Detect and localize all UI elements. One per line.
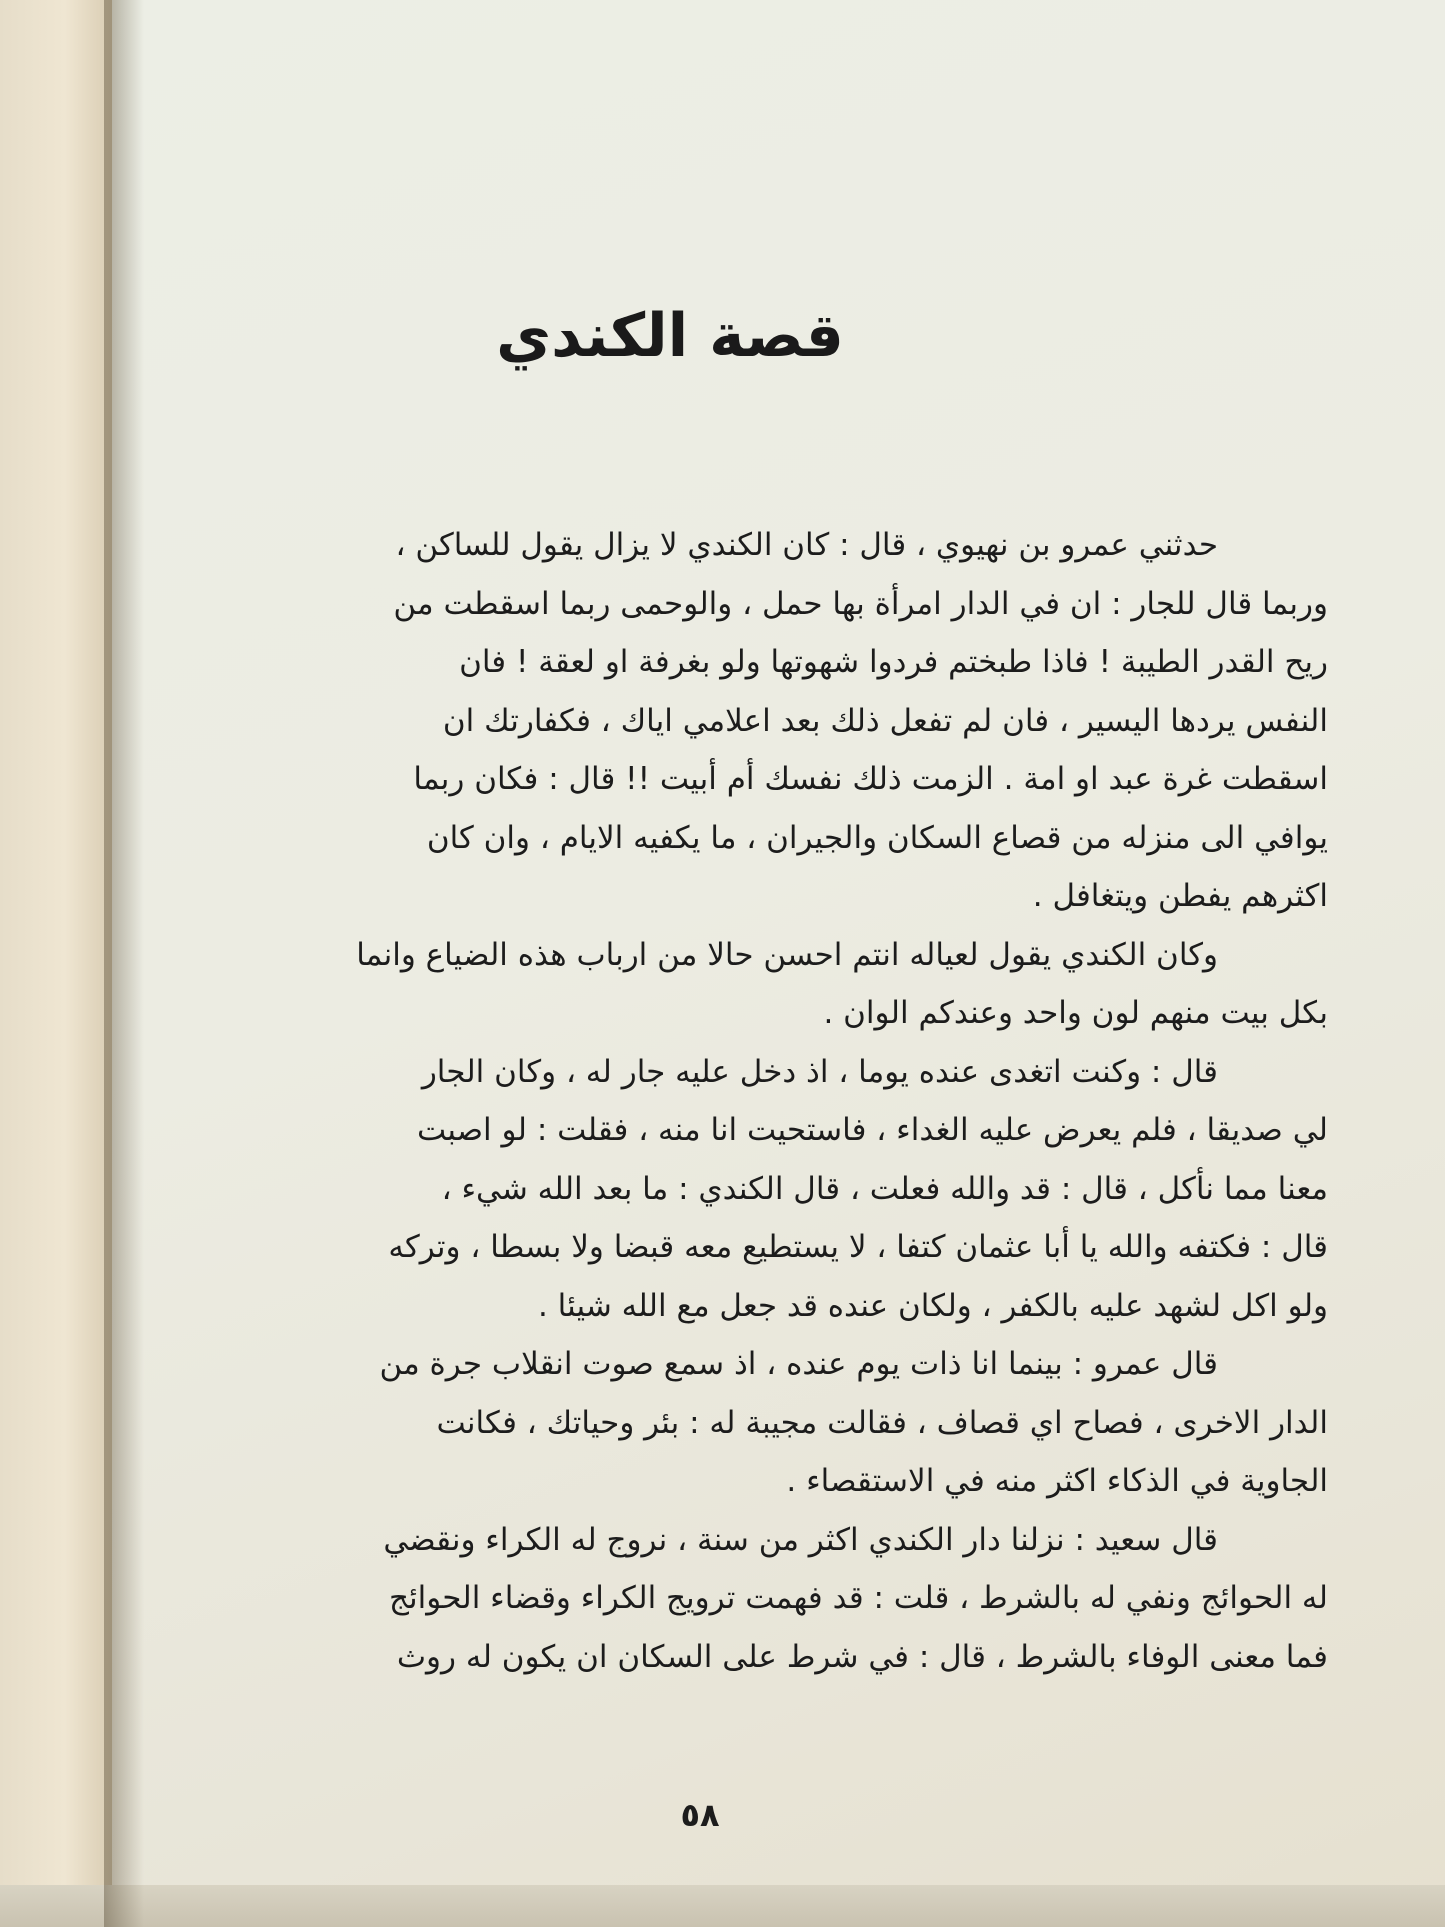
text-line: اسقطت غرة عبد او امة . الزمت ذلك نفسك أم أبيت !! قال : فكان ربما	[413, 761, 1328, 797]
text-line: اكثرهم يفطن ويتغافل .	[1032, 878, 1328, 914]
text-line: قال : فكتفه والله يا أبا عثمان كتفا ، لا يستطيع معه قبضا ولا بسطا ، وتركه	[388, 1229, 1328, 1265]
text-line: بكل بيت منهم لون واحد وعندكم الوان .	[823, 995, 1328, 1031]
text-line: له الحوائج ونفي له بالشرط ، قلت : قد فهمت ترويج الكراء وقضاء الحوائج	[388, 1580, 1328, 1616]
text-line: حدثني عمرو بن نهيوي ، قال : كان الكندي لا يزال يقول للساكن ،	[395, 527, 1218, 563]
page-number: ٥٨	[680, 1796, 720, 1834]
text-line: قال سعيد : نزلنا دار الكندي اكثر من سنة ، نروج له الكراء ونقضي	[383, 1521, 1218, 1558]
text-line: النفس يردها اليسير ، فان لم تفعل ذلك بعد اعلامي اياك ، فكفارتك ان	[442, 702, 1328, 739]
text-line: يوافي الى منزله من قصاع السكان والجيران ، ما يكفيه الايام ، وان كان	[426, 819, 1328, 856]
text-line: وكان الكندي يقول لعياله انتم احسن حالا من ارباب هذه الضياع وانما	[356, 936, 1218, 973]
text-line: معنا مما نأكل ، قال : قد والله فعلت ، قال الكندي : ما بعد الله شيء ،	[441, 1170, 1328, 1207]
page-bottom-edge	[0, 1885, 1445, 1927]
text-line: فما معنى الوفاء بالشرط ، قال : في شرط على السكان ان يكون له روث	[396, 1638, 1328, 1675]
left-page-edge	[0, 0, 118, 1927]
text-line: ولو اكل لشهد عليه بالكفر ، ولكان عنده قد جعل مع الله شيئا .	[537, 1287, 1328, 1324]
body-text	[128, 516, 1328, 1686]
text-line: لي صديقا ، فلم يعرض عليه الغداء ، فاستحيت انا منه ، فقلت : لو اصبت	[416, 1112, 1328, 1148]
text-line: قال عمرو : بينما انا ذات يوم عنده ، اذ سمع صوت انقلاب جرة من	[379, 1346, 1218, 1382]
text-line: الدار الاخرى ، فصاح اي قصاف ، فقالت مجيبة له : بئر وحياتك ، فكانت	[436, 1404, 1328, 1441]
text-line: ريح القدر الطيبة ! فاذا طبختم فردوا شهوتها ولو بغرفة او لعقة ! فان	[459, 644, 1328, 680]
chapter-title: قصة الكندي	[496, 301, 844, 371]
text-line: قال : وكنت اتغدى عنده يوما ، اذ دخل عليه جار له ، وكان الجار	[421, 1053, 1218, 1090]
text-line: الجاوية في الذكاء اكثر منه في الاستقصاء .	[786, 1463, 1328, 1499]
text-line: وربما قال للجار : ان في الدار امرأة بها حمل ، والوحمى ربما اسقطت من	[393, 585, 1328, 622]
gutter-shadow	[104, 0, 144, 1927]
